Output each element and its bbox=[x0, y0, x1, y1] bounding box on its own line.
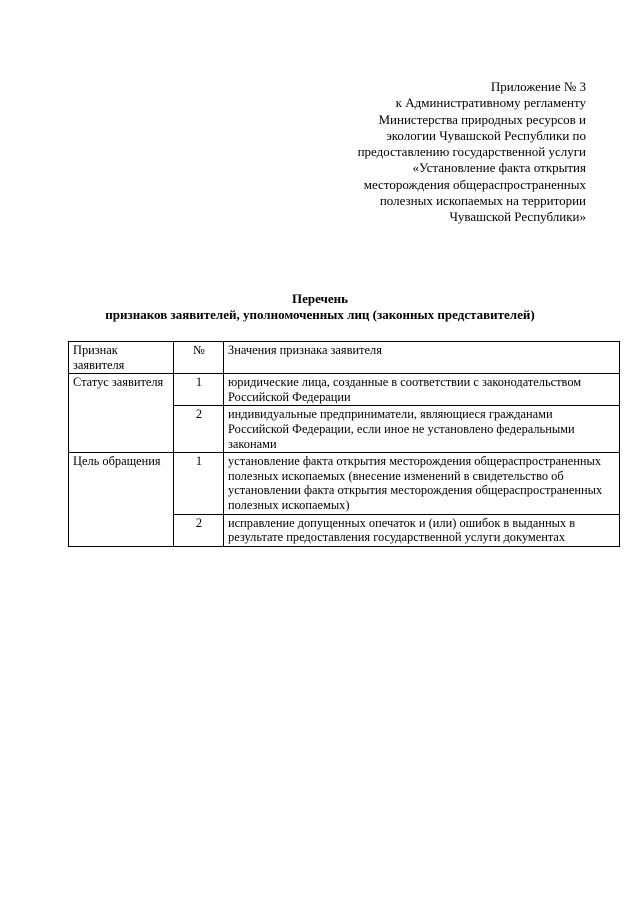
appendix-header bbox=[286, 79, 586, 226]
title-line: признаков заявителей, уполномоченных лиц (законных представителей) bbox=[105, 307, 535, 322]
number-cell: 2 bbox=[174, 406, 224, 453]
appendix-line: предоставлению государственной услуги bbox=[357, 144, 586, 160]
appendix-line: экологии Чувашской Республики по bbox=[386, 127, 586, 143]
value-cell: установление факта открытия месторождения общераспространенных полезных ископаемых (внесение изменений в свидетельство об установлении факта открытия месторождения общераспространенных полезных ископаемых) bbox=[224, 453, 620, 514]
group-name-cell: Цель обращения bbox=[69, 453, 174, 547]
table-row bbox=[69, 453, 620, 514]
appendix-line: Приложение № 3 bbox=[490, 79, 586, 94]
appendix-line: полезных ископаемых на территории bbox=[379, 193, 586, 209]
criteria-table bbox=[68, 341, 620, 547]
value-cell: индивидуальные предприниматели, являющиеся гражданами Российской Федерации, если иное не установлено федеральными законами bbox=[224, 406, 620, 453]
value-cell: юридические лица, созданные в соответствии с законодательством Российской Федерации bbox=[224, 374, 620, 406]
title-line: Перечень bbox=[291, 291, 349, 306]
number-cell: 1 bbox=[174, 374, 224, 406]
appendix-line: к Административному регламенту bbox=[395, 95, 586, 111]
appendix-line: месторождения общераспространенных bbox=[363, 176, 586, 192]
group-name-cell: Статус заявителя bbox=[69, 374, 174, 453]
value-cell: исправление допущенных опечаток и (или) ошибок в выданных в результате предоставления государственной услуги документах bbox=[224, 514, 620, 546]
appendix-line: «Установление факта открытия bbox=[412, 160, 586, 176]
column-header: Значения признака заявителя bbox=[224, 342, 620, 374]
appendix-line: Чувашской Республики» bbox=[449, 209, 586, 225]
column-header: № bbox=[174, 342, 224, 374]
document-title bbox=[0, 291, 640, 323]
table-row bbox=[69, 374, 620, 406]
number-cell: 2 bbox=[174, 514, 224, 546]
column-header: Признак заявителя bbox=[69, 342, 174, 374]
table-header-row bbox=[69, 342, 620, 374]
appendix-line: Министерства природных ресурсов и bbox=[378, 111, 586, 127]
number-cell: 1 bbox=[174, 453, 224, 514]
